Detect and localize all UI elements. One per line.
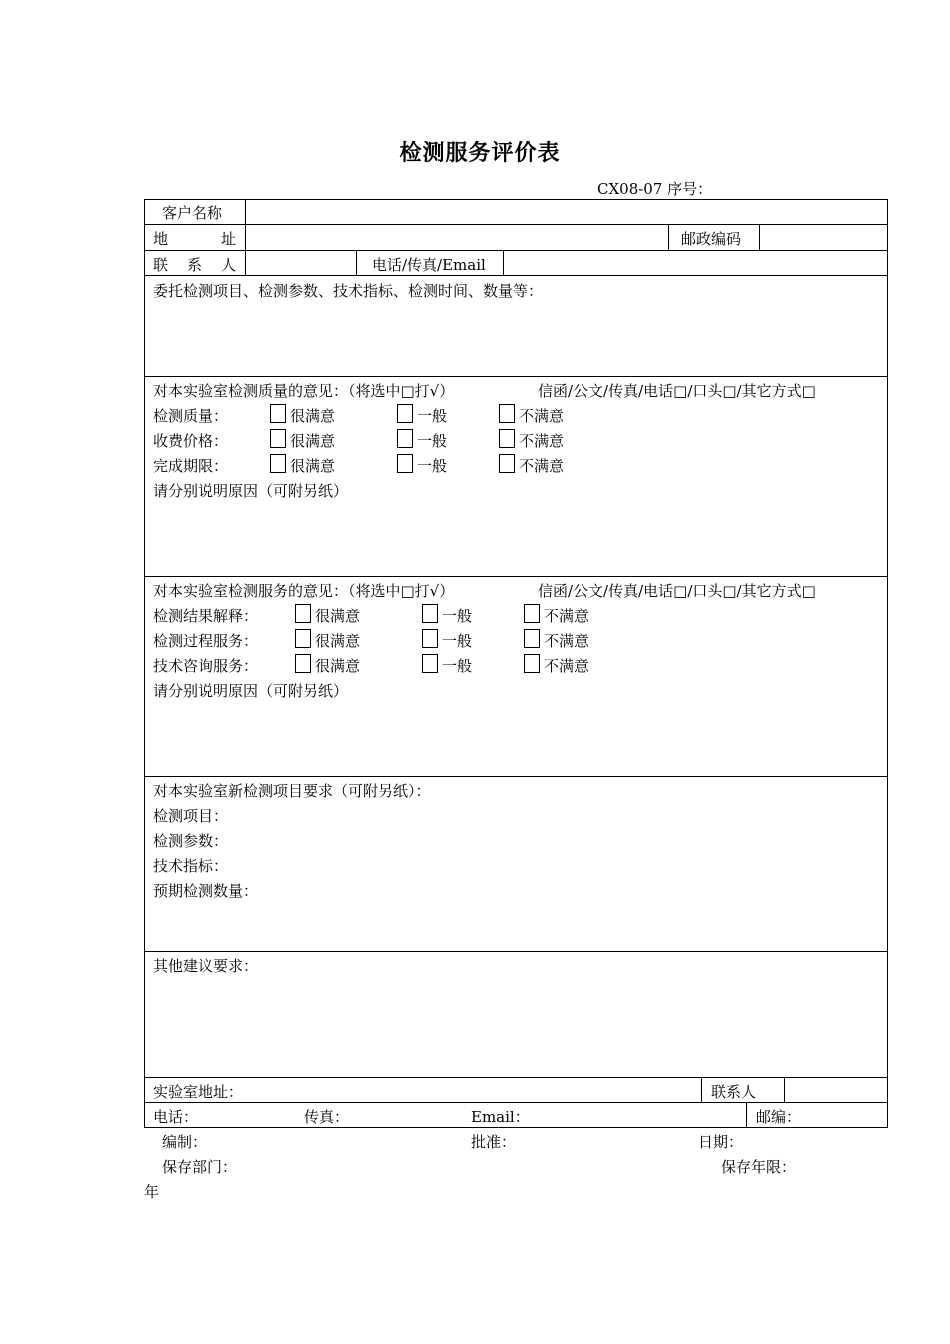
option-label: 不满意 (519, 432, 565, 450)
document-code: CX08-07 序号： (597, 180, 713, 198)
consulting-average-checkbox[interactable] (422, 654, 438, 673)
price-row-label: 收费价格： (153, 432, 229, 450)
rule (144, 1102, 888, 1103)
service-channels: 信函/公文/传真/电话□/口头□/其它方式□ (538, 582, 816, 600)
storage-dept-label: 保存部门： (162, 1158, 238, 1176)
year-label: 年 (144, 1183, 160, 1201)
result-very-satisfied-checkbox[interactable] (295, 604, 311, 623)
option-label: 一般 (417, 457, 448, 475)
address-label (153, 230, 236, 248)
option-label: 很满意 (290, 407, 336, 425)
new-item-line: 检测参数： (153, 832, 229, 850)
result-unsatisfied-checkbox[interactable] (524, 604, 540, 623)
address-label-char: 址 (220, 230, 236, 248)
approved-by-label: 批准： (471, 1133, 517, 1151)
rule (144, 275, 888, 276)
cell-divider (245, 199, 246, 275)
option-label: 不满意 (519, 407, 565, 425)
option-label: 很满意 (315, 657, 361, 675)
contact-label-char: 系 (186, 256, 202, 274)
price-unsatisfied-checkbox[interactable] (499, 429, 515, 448)
process-average-checkbox[interactable] (422, 629, 438, 648)
cell-divider (746, 1102, 747, 1127)
cell-divider (356, 250, 357, 275)
lab-postcode-label: 邮编： (756, 1108, 802, 1126)
cell-divider (759, 224, 760, 250)
option-label: 一般 (417, 432, 448, 450)
rule (144, 576, 888, 577)
lab-email-label: Email： (471, 1108, 530, 1126)
lab-fax-label: 传真： (304, 1108, 350, 1126)
result-explanation-row-label: 检测结果解释： (153, 607, 259, 625)
service-reason-label: 请分别说明原因（可附另纸） (153, 682, 349, 700)
contact-label-char: 联 (153, 256, 169, 274)
rule (144, 199, 888, 200)
rule (144, 776, 888, 777)
price-average-checkbox[interactable] (397, 429, 413, 448)
process-unsatisfied-checkbox[interactable] (524, 629, 540, 648)
process-service-row-label: 检测过程服务： (153, 632, 259, 650)
option-label: 不满意 (544, 632, 590, 650)
process-very-satisfied-checkbox[interactable] (295, 629, 311, 648)
lab-phone-label: 电话： (153, 1108, 199, 1126)
customer-name-label: 客户名称 (162, 204, 223, 222)
postal-code-label: 邮政编码 (681, 230, 742, 248)
price-very-satisfied-checkbox[interactable] (270, 429, 286, 448)
option-label: 不满意 (544, 607, 590, 625)
lab-contact-label: 联系人 (711, 1083, 757, 1101)
new-item-line: 技术指标： (153, 857, 229, 875)
cell-divider (701, 1077, 702, 1102)
lab-address-label: 实验室地址： (153, 1083, 244, 1101)
date-label: 日期： (698, 1133, 744, 1151)
quality-row-label: 检测质量： (153, 407, 229, 425)
cell-divider (668, 224, 669, 250)
commission-label: 委托检测项目、检测参数、技术指标、检测时间、数量等： (153, 282, 544, 300)
option-label: 很满意 (315, 632, 361, 650)
consulting-unsatisfied-checkbox[interactable] (524, 654, 540, 673)
other-suggestions-label: 其他建议要求： (153, 957, 259, 975)
new-item-line: 检测项目： (153, 807, 229, 825)
option-label: 很满意 (315, 607, 361, 625)
prepared-by-label: 编制： (162, 1133, 208, 1151)
deadline-very-satisfied-checkbox[interactable] (270, 454, 286, 473)
quality-very-satisfied-checkbox[interactable] (270, 404, 286, 423)
new-item-line: 预期检测数量： (153, 882, 259, 900)
option-label: 很满意 (290, 457, 336, 475)
rule (144, 224, 888, 225)
rule (144, 250, 888, 251)
cell-divider (784, 1077, 785, 1102)
quality-unsatisfied-checkbox[interactable] (499, 404, 515, 423)
retention-period-label: 保存年限： (721, 1158, 797, 1176)
rule (144, 376, 888, 377)
contact-person-label (153, 256, 236, 274)
page-title: 检测服务评价表 (399, 140, 561, 166)
option-label: 不满意 (544, 657, 590, 675)
option-label: 一般 (442, 632, 473, 650)
rule (144, 1127, 888, 1128)
quality-average-checkbox[interactable] (397, 404, 413, 423)
quality-reason-label: 请分别说明原因（可附另纸） (153, 482, 349, 500)
result-average-checkbox[interactable] (422, 604, 438, 623)
rule (144, 951, 888, 952)
option-label: 不满意 (519, 457, 565, 475)
cell-divider (503, 250, 504, 275)
quality-channels: 信函/公文/传真/电话□/口头□/其它方式□ (538, 382, 816, 400)
form-border-right (887, 199, 888, 1128)
form-border-left (144, 199, 145, 1128)
service-heading: 对本实验室检测服务的意见：（将选中□打√） (153, 582, 455, 600)
quality-heading: 对本实验室检测质量的意见：（将选中□打√） (153, 382, 455, 400)
rule (144, 1077, 888, 1078)
address-label-char: 地 (153, 230, 169, 248)
phone-fax-email-label: 电话/传真/Email (372, 256, 486, 274)
contact-label-char: 人 (220, 256, 236, 274)
option-label: 一般 (442, 657, 473, 675)
consulting-row-label: 技术咨询服务： (153, 657, 259, 675)
deadline-row-label: 完成期限： (153, 457, 229, 475)
option-label: 很满意 (290, 432, 336, 450)
deadline-unsatisfied-checkbox[interactable] (499, 454, 515, 473)
deadline-average-checkbox[interactable] (397, 454, 413, 473)
option-label: 一般 (442, 607, 473, 625)
consulting-very-satisfied-checkbox[interactable] (295, 654, 311, 673)
option-label: 一般 (417, 407, 448, 425)
new-items-heading: 对本实验室新检测项目要求（可附另纸）： (153, 782, 431, 800)
